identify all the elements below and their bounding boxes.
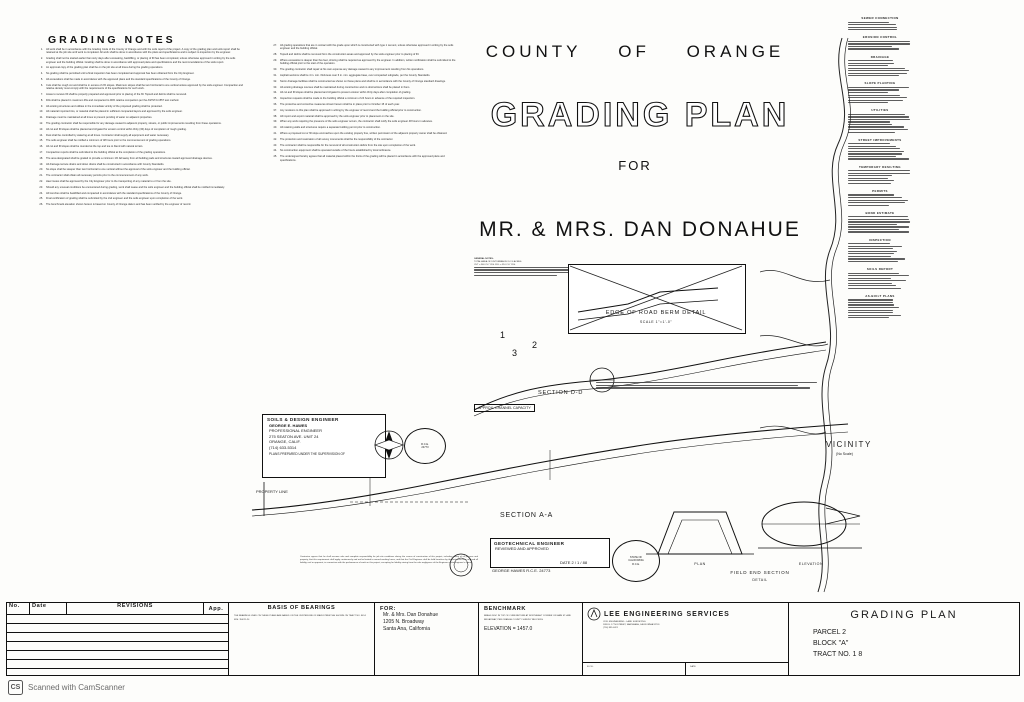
geotech-engineer-block <box>490 538 610 568</box>
grading-note-number: 44. <box>273 149 277 153</box>
grading-note-item <box>34 57 244 64</box>
title-block <box>6 602 1020 676</box>
field-end-elevation-label: ELEVATION <box>798 562 824 566</box>
grading-note-item <box>268 144 458 147</box>
grading-note-text: The grading contractor shall repair at his own expense any damage caused to any improvement resulting from his operations. <box>280 68 425 72</box>
grading-note-number: 26. <box>39 203 43 207</box>
grading-note-item <box>34 157 244 160</box>
grading-note-item <box>268 109 458 112</box>
grading-notes-left-column <box>34 48 244 209</box>
benchmark-elevation: ELEVATION = 1457.0 <box>484 626 533 633</box>
margin-note-heading: DRAINAGE <box>870 54 890 59</box>
grading-note-number: 29. <box>273 59 277 62</box>
county-heading <box>470 42 800 62</box>
grading-note-item <box>268 149 458 152</box>
grading-note-item <box>34 203 244 206</box>
grading-note-number: 6. <box>40 83 43 87</box>
soils-engineer-line5: (714) 633-5314 <box>269 444 297 450</box>
revisions-label-header: REVISIONS <box>67 603 204 614</box>
margin-note-line <box>848 24 896 25</box>
grading-note-item <box>34 145 244 148</box>
grading-note-item <box>34 151 244 154</box>
grading-note-number: 34. <box>273 91 277 95</box>
grading-note-item <box>268 126 458 129</box>
margin-note-line <box>848 22 889 23</box>
soils-engineer-block <box>262 414 386 478</box>
grading-note-text: All material imported into, or material shall be placed in sufficient compacted layers and approved by the soils engineer. <box>46 110 183 114</box>
margin-note-heading: SEWER CONNECTION <box>861 16 899 20</box>
grading-note-number: 32. <box>273 79 277 83</box>
grading-note-item <box>34 66 244 69</box>
field-end-section-elevation <box>756 494 866 560</box>
field-end-section-plan <box>640 494 760 560</box>
grading-note-number: 1. <box>40 48 43 51</box>
grading-note-item <box>34 180 244 183</box>
margin-note-heading: EROSION CONTROL <box>862 35 898 40</box>
revisions-cell <box>7 603 229 675</box>
grading-note-item <box>268 132 458 135</box>
firm-line-2: CIVIL ENGINEERING - LAND SURVEYING <box>603 621 646 623</box>
grading-note-number: 23. <box>39 185 43 189</box>
grading-note-number: 20. <box>39 168 43 172</box>
margin-note-heading: TEMPORARY DESILTING <box>859 164 901 169</box>
grading-note-number: 18. <box>39 156 43 160</box>
grading-note-item <box>268 120 458 123</box>
margin-note-heading: INSPECTION <box>869 237 891 242</box>
channel-capacity-label: APPROX. CHANNEL CAPACITY <box>474 404 535 412</box>
north-arrow-icon <box>372 428 406 462</box>
margin-note-block <box>848 16 912 30</box>
sheet-parcel: PARCEL 2 <box>813 629 847 636</box>
grading-note-number: 3. <box>40 66 43 70</box>
grading-note-text: All cut and fill slopes shall be planted and irrigated to prevent erosion within thirty days after completion of grading. <box>280 91 412 95</box>
grading-note-number: 17. <box>39 150 43 154</box>
grading-note-text: Where excavation is deeper than five feet, shoring shall be required as approved by the engineer. In addition, written notification shall be submitted to the building official prior to the start of the operation. <box>280 59 456 66</box>
vicinity-subtitle: (No Scale) <box>836 452 853 456</box>
firm-rce-label: R.C.E. <box>583 663 686 675</box>
grading-note-item <box>268 103 458 106</box>
grading-note-number: 12. <box>39 121 43 125</box>
soils-engineer-name: GEORGE E. HAWES <box>269 423 308 428</box>
grading-note-text: Dust shall be controlled by watering at all times. Contractor shall supply all equipment and water necessary. <box>46 133 170 137</box>
grading-note-item <box>34 134 244 137</box>
grading-note-number: 41. <box>273 131 277 135</box>
margin-note-heading: SOILS REPORT <box>866 267 894 272</box>
grading-note-number: 45. <box>273 155 277 159</box>
grading-note-number: 14. <box>39 133 43 137</box>
page-title: GRADING PLAN <box>490 96 790 134</box>
field-end-plan-label: PLAN <box>694 562 706 566</box>
geotech-line2: REVIEWED AND APPROVED <box>495 546 549 551</box>
revisions-app-header: App. <box>208 605 224 612</box>
grading-note-item <box>268 80 458 83</box>
benchmark-text: BRASS DISC IN TOP OF CURB RETURN AT NORTHEAST CORNER OF MAIN ST. AND BROADWAY, PER ORANGE COUNTY SURVEY RECORDS <box>484 615 571 622</box>
margin-note-heading: BOND ESTIMATE <box>865 210 895 215</box>
field-end-section-title: FIELD END SECTION <box>730 570 790 575</box>
grading-note-number: 8. <box>40 98 43 102</box>
grading-note-text: Asphalt sections shall be 4 in. min. thickness over 6 in. min. aggregate base, over compacted subgrade, per the County Standards. <box>280 74 431 77</box>
grading-note-number: 22. <box>39 179 43 183</box>
grading-note-number: 13. <box>39 127 43 131</box>
owner-line-2: 1205 N. Broadway <box>383 619 425 625</box>
grading-note-number: 30. <box>273 68 277 72</box>
grading-note-number: 38. <box>273 114 277 118</box>
grading-note-item <box>34 139 244 142</box>
grading-note-number: 15. <box>39 139 43 143</box>
soils-engineer-footer: PLANS PREPARED UNDER THE SUPERVISION OF <box>269 452 345 457</box>
grading-note-item <box>268 68 458 71</box>
grading-note-number: 11. <box>39 116 43 120</box>
margin-note-line <box>848 27 897 28</box>
grading-note-item <box>34 93 244 96</box>
revisions-date-header: Date <box>30 603 67 614</box>
grading-note-item <box>34 116 244 119</box>
grading-note-text: All trenches shall be backfilled and compacted in accordance with the standard specifications of the County of Orange. <box>46 191 182 195</box>
section-aa-title: SECTION A-A <box>500 512 554 519</box>
grading-note-text: All cut and fill slopes shall be planted and irrigated for erosion control within thirty (30) days of completion of rough grading. <box>46 127 187 131</box>
grading-note-number: 27. <box>273 44 277 47</box>
grading-note-item <box>268 59 458 66</box>
property-line-label: PROPERTY LINE <box>256 489 288 494</box>
firm-logo-icon <box>587 607 601 621</box>
grading-note-item <box>268 97 458 100</box>
grading-note-text: No construction equipment shall be operated outside of the hours established by local ordinance. <box>280 149 392 153</box>
grading-note-text: All grading operations that are in contact with the grade upon which is constructed with type 1 cement, unless otherwise approved in writing by the soils engineer and the building official. <box>280 44 454 51</box>
of-word: OF <box>618 42 650 61</box>
grading-note-text: Any revisions to this plan shall be approved in writing by the engineer of record and the building official prior to construction. <box>280 108 422 112</box>
grading-note-number: 9. <box>40 104 43 108</box>
engineer-seal-stamp-2: STATE OF CALIFORNIA R.C.E. <box>612 540 660 582</box>
grading-note-item <box>34 99 244 102</box>
grading-note-text: Drainage must be maintained at all times to prevent ponding of water on adjacent properties. <box>46 116 153 120</box>
grading-note-item <box>34 105 244 108</box>
section-dd-annotations <box>596 382 826 390</box>
grading-note-number: 42. <box>273 137 277 141</box>
grading-note-text: Haul routes shall be approved by the City Engineer prior to the transporting of any material to or from the site. <box>46 179 172 183</box>
grading-note-text: Compaction reports shall be submitted to the building official at the completion of the grading operations. <box>46 150 166 154</box>
grading-note-number: 10. <box>39 110 43 114</box>
grading-note-item <box>34 110 244 113</box>
grading-note-text: Grading shall not be started earlier than sixty days after excavating, backfilling, or placing of fill has been completed, unless otherwise approved in writing by the soils engineer and the building official. Grading shall be done in accordance with approved plans and specifications and the recommendations of the soils report. <box>46 57 236 64</box>
grading-note-item <box>34 128 244 131</box>
grading-note-number: 33. <box>273 85 277 89</box>
grading-note-number: 31. <box>273 74 277 77</box>
grading-note-number: 7. <box>40 93 43 96</box>
firm-date-label: DATE <box>690 666 696 668</box>
camscanner-text: Scanned with CamScanner <box>28 683 125 692</box>
grading-note-number: 25. <box>39 197 43 201</box>
grading-note-item <box>34 48 244 55</box>
grading-note-item <box>34 72 244 75</box>
margin-note-heading: AS-BUILT PLANS <box>865 293 895 298</box>
grading-note-text: Where a proposed cut or fill slope encroaches upon the existing property line, written permission of the adjacent property owner shall be obtained. <box>280 131 448 135</box>
benchmark-label: BENCHMARK <box>484 606 527 612</box>
margin-note-heading: STREET IMPROVEMENTS <box>858 137 902 142</box>
grading-note-text: Final certification of grading shall be submitted by the civil engineer and the soils engineer upon completion of the work. <box>46 197 183 201</box>
grading-note-text: All excavations shall be made in accordance with the approved plans and the standard specifications of the County of Orange. <box>46 78 191 81</box>
grading-note-item <box>34 192 244 195</box>
grading-note-text: An approval copy of the grading plan shall be on the job site at all times during the grading operations. <box>46 66 164 70</box>
grading-note-number: 28. <box>273 53 277 57</box>
grading-note-item <box>268 74 458 77</box>
grading-note-item <box>34 186 244 189</box>
grading-note-text: The area designated shall be graded to provide a minimum 1% fall away from all building pads and structures toward approved drainage devices. <box>46 156 213 160</box>
margin-note-heading: PERMITS <box>872 188 888 193</box>
grading-note-item <box>34 84 244 91</box>
grading-note-number: 16. <box>39 145 43 149</box>
margin-note-heading: UTILITIES <box>871 108 889 113</box>
grading-note-text: Inspection requests shall be made to the building official a minimum of 24 hours in advance of the required inspection. <box>280 97 416 101</box>
grading-note-text: Areas to receive fill shall be properly prepared and approved prior to placing of the fill. Topsoil and debris shall be removed. <box>46 93 187 96</box>
grading-note-number: 37. <box>273 108 277 112</box>
grading-note-item <box>34 163 244 166</box>
firm-line-3: 1820 E. 17TH STREET, SANTA ANA, CALIFORNIA 92701 <box>603 623 660 626</box>
grading-note-text: No grading shall be permitted until a final inspection has been completed and approval has been obtained from the City Engineer. <box>46 72 195 76</box>
grading-note-text: The protection and restoration of all survey monuments shall be the responsibility of the contractor. <box>280 137 394 141</box>
margin-note-line <box>848 29 897 30</box>
grading-note-item <box>34 174 244 177</box>
grading-note-text: All drainage terrace drains and down drains shall be constructed in accordance with County Standards. <box>46 162 165 166</box>
grading-notes-right-column <box>268 44 458 164</box>
grading-note-number: 4. <box>40 72 43 76</box>
grading-note-number: 5. <box>40 78 43 81</box>
grading-note-number: 36. <box>273 102 277 106</box>
camscanner-badge-icon: CS <box>8 680 23 695</box>
owner-name: MR. & MRS. DAN DONAHUE <box>479 218 801 241</box>
grading-note-item <box>268 53 458 56</box>
soils-engineer-line4: ORANGE, CALIF. <box>269 439 301 445</box>
grading-note-text: All import and export material shall be approved by the soils engineer prior to placement on the site. <box>280 114 395 118</box>
grading-note-text: The undersigned hereby agrees that all material placed within the limits of the grading will be placed in accordance with the approved plans and specifications. <box>280 155 445 162</box>
owner-label: FOR: <box>380 606 397 612</box>
grading-note-number: 39. <box>273 120 277 124</box>
grading-note-item <box>268 155 458 162</box>
firm-name: LEE ENGINEERING SERVICES <box>604 610 730 618</box>
county-word: COUNTY <box>485 42 582 61</box>
svg-text:3: 3 <box>512 348 518 358</box>
grading-note-text: All cut and fill slopes shall be rounded at the top and toe to blend with natural terrain. <box>46 145 144 149</box>
engineering-firm-cell <box>583 603 789 675</box>
owner-line-3: Santa Ana, California <box>383 626 430 632</box>
grading-note-number: 40. <box>273 126 277 130</box>
grading-note-text: The grading contractor shall be responsible for any damage caused to adjacent property, streets, or public improvements resulting from these operations. <box>46 121 222 125</box>
grading-note-number: 2. <box>40 57 43 61</box>
vicinity-title: VICINITY <box>826 440 872 449</box>
grading-note-text: Topsoil and debris shall be removed from the construction areas and approved by the soils engineer prior to placing of fill. <box>280 53 420 57</box>
geotech-signature: GEORGE HAWES R.C.E. 24773 <box>492 568 551 573</box>
firm-line-4: (714) 835-4421 <box>603 626 618 629</box>
soils-engineer-heading: SOILS & DESIGN ENGINEER <box>267 417 339 422</box>
grading-note-text: No slope shall be steeper than two horizontal to one vertical without the approval of the soils engineer and the building official. <box>46 168 191 172</box>
sheet-id-cell <box>789 603 1019 675</box>
grading-note-text: All retaining walls and structures require a separate building permit prior to construction. <box>280 126 381 130</box>
grading-note-text: Cuts shall be rough cut and shall be in excess of 2% slopes. Maximum slopes shall be two horizontal to one vertical unless approved by the soils engineer. Compaction and relative density must comply with the requirements of the specifications for such work. <box>46 83 243 91</box>
grading-note-text: The soils engineer shall be notified a minimum of 48 hours prior to the commencement of grading operations. <box>46 139 172 143</box>
for-label: FOR <box>618 158 652 173</box>
contractor-certification: Contractor agrees that he shall assume sole and complete responsibility for job site conditions during the course of construction of this project, including safety of all persons and property, that this requirement shall apply continuously and not be limited to normal working hours, and that the Civil Engineer shall be held harmless by the contractor from any and all liability, real or apparent, in connection with the performance of work on this project, excepting for liability arising from the sole negligence of the Engineer or the Engineer's agents. <box>300 556 478 564</box>
sheet-tract: TRACT NO. 1 8 <box>813 651 863 658</box>
grading-note-item <box>268 86 458 89</box>
svg-text:1: 1 <box>500 330 506 340</box>
grading-note-text: The contractor shall obtain all necessary permits prior to the commencement of any work. <box>46 174 149 178</box>
geotech-heading: GEOTECHNICAL ENGINEER <box>494 541 565 546</box>
grading-note-number: 35. <box>273 97 277 101</box>
grading-note-text: Should any unusual conditions be encountered during grading, work shall cease and the soils engineer and the building official shall be notified immediately. <box>46 185 225 189</box>
svg-text:2: 2 <box>532 340 538 350</box>
grading-note-item <box>34 122 244 125</box>
revisions-no-header: No. <box>7 603 30 614</box>
grading-note-item <box>34 78 244 81</box>
edge-of-road-detail-title: EDGE OF ROAD BERM DETAIL <box>605 310 707 316</box>
grading-note-item <box>34 168 244 171</box>
grading-note-text: The protective and corrective measures shown hereon shall be in place prior to October 15 of each year. <box>280 102 400 106</box>
basis-of-bearings-label: BASIS OF BEARINGS <box>267 605 336 611</box>
grading-note-number: 24. <box>39 191 43 195</box>
grading-note-text: Storm drainage facilities shall be constructed as shown on these plans and shall be in accordance with the County of Orange standard drawings. <box>280 79 446 83</box>
grading-note-text: Fills shall be placed in maximum lifts and compacted to 90% relative compaction per the ASTM D-1557 test method. <box>46 98 180 102</box>
edge-of-road-detail-scale: SCALE 1"=1'-0" <box>639 320 673 324</box>
engineer-seal-stamp-1: R.C.E. 24773 <box>404 428 446 464</box>
basis-of-bearings-text: THE BEARINGS USED ON THESE PLANS ARE BASED ON THE CENTERLINE OF MAIN STREET AS SHOWN ON TRACT NO. 8414 M.M. 354/21-24 <box>234 615 366 622</box>
grading-notes-heading: GRADING NOTES <box>48 34 176 46</box>
grading-note-number: 21. <box>39 174 43 178</box>
sheet-title: GRADING PLAN <box>850 609 958 621</box>
grading-note-item <box>268 44 458 51</box>
basis-of-bearings-cell <box>229 603 375 675</box>
grading-note-number: 43. <box>273 143 277 147</box>
grading-note-text: The benchmark elevation shown hereon is based on County of Orange datum and has been verified by the engineer of record. <box>46 203 192 207</box>
field-end-section-subtitle: DETAIL <box>752 578 768 582</box>
camscanner-watermark <box>8 680 125 695</box>
grading-note-text: All existing structures and utilities in the immediate vicinity of the proposed grading shall be protected. <box>46 104 163 108</box>
sheet-block: BLOCK "A" <box>813 640 849 647</box>
owner-cell <box>375 603 479 675</box>
general-notes-title: GENERAL NOTES: <box>474 258 494 260</box>
benchmark-cell <box>479 603 583 675</box>
grading-note-number: 19. <box>39 162 43 166</box>
orange-word: ORANGE <box>686 42 785 61</box>
grading-note-text: All work shall be in accordance with the Grading Code of the County of Orange and with the soils report of the project. A copy of the grading plan and soils report shall be retained at the job site until work is completed. All work shall be done in accordance with the plans and specifications and is subject to inspection by the engineer. <box>46 48 240 55</box>
general-notes-line-2: CUT = 340 CU. YDS. FILL = 310 CU. YDS. <box>474 263 516 266</box>
general-notes-line-1: TOTAL AREA OF DISTURBANCE IS 2.6 ACRES. <box>474 260 522 263</box>
grading-note-item <box>268 91 458 94</box>
soils-engineer-line2: PROFESSIONAL ENGINEER <box>269 428 322 434</box>
grading-note-item <box>268 115 458 118</box>
grading-note-item <box>34 197 244 200</box>
grading-note-text: All existing drainage courses shall be maintained during construction and no obstructions shall be placed in them. <box>280 85 411 89</box>
grading-note-item <box>268 138 458 141</box>
owner-line-1: Mr. & Mrs. Dan Donahue <box>383 612 439 618</box>
margin-note-heading: SLOPE PLANTING <box>864 81 896 86</box>
grading-note-text: The contractor shall be responsible for the removal of all construction debris from the site upon completion of the work. <box>280 143 416 147</box>
grading-note-text: When any work requiring the presence of the soils engineer occurs, the contractor shall notify the soils engineer 48 hours in advance. <box>280 120 433 124</box>
soils-engineer-line3: 275 SEATON AVE. UNIT 24 <box>269 433 319 439</box>
geotech-date: DATE 2 / 1 / 88 <box>560 560 588 565</box>
section-dd-title: SECTION D-D <box>538 390 584 396</box>
